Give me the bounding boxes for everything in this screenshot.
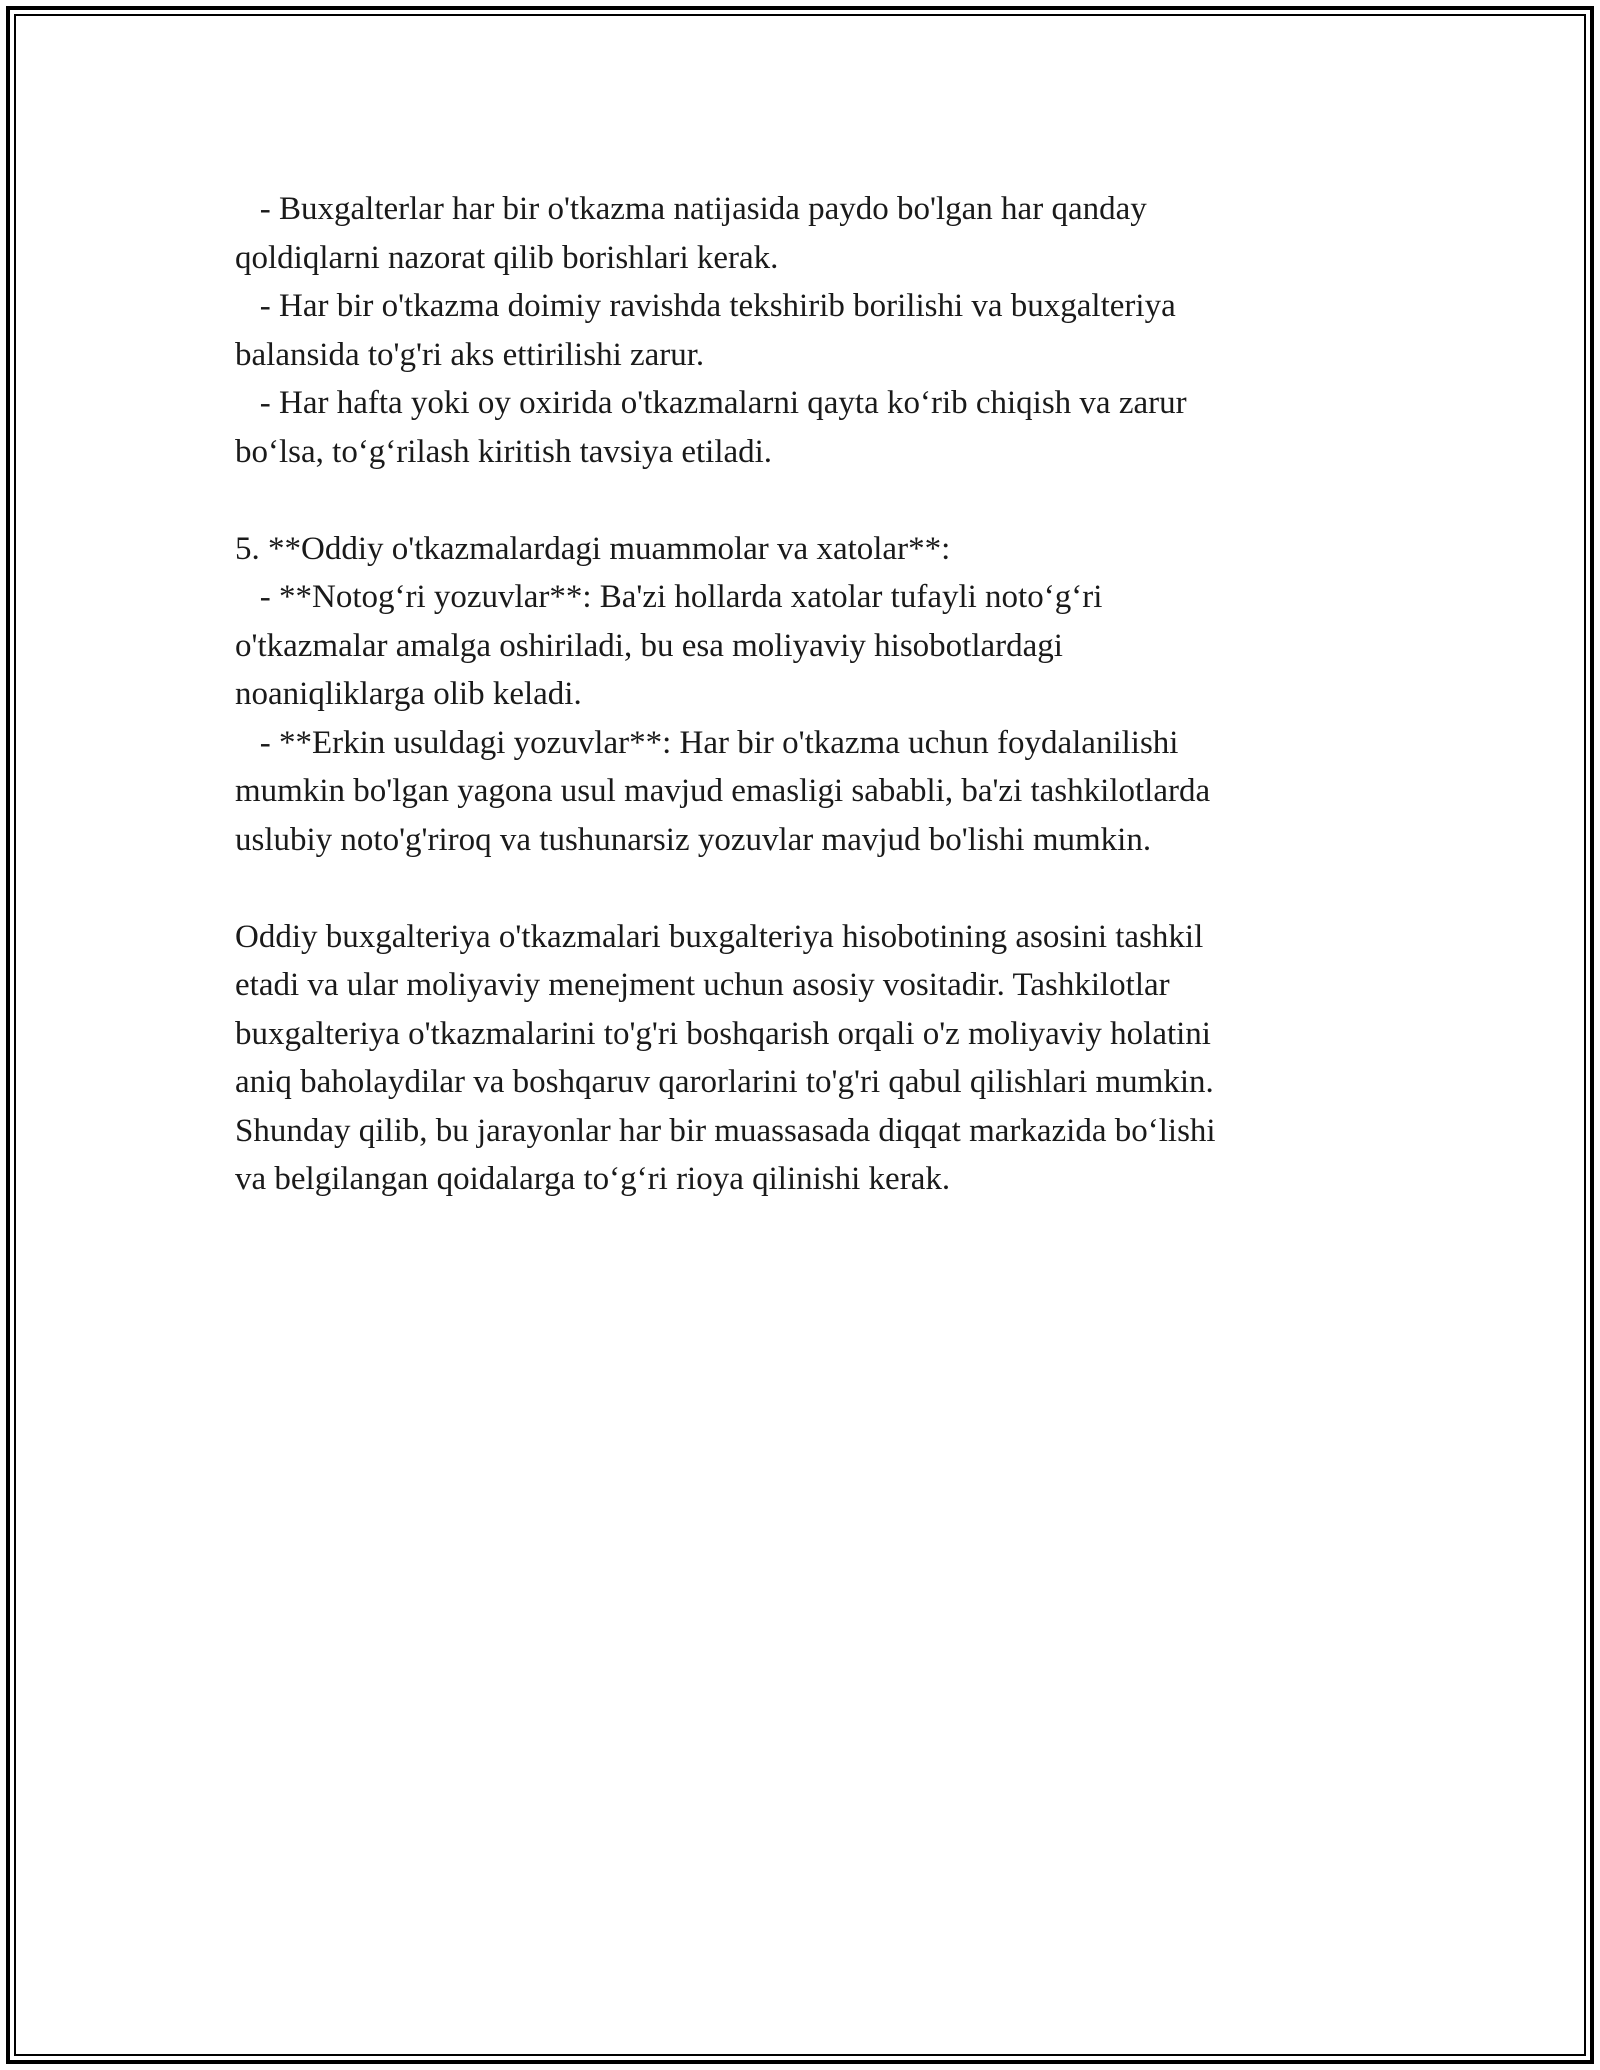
paragraph-spacer xyxy=(235,476,1355,525)
section-5-problems-and-errors xyxy=(235,525,1355,865)
paragraph-spacer xyxy=(235,864,1355,913)
text-line: o'tkazmalar amalga oshiriladi, bu esa moliyaviy hisobotlardagi xyxy=(235,627,1063,664)
text-line: Oddiy buxgalteriya o'tkazmalari buxgalteriya hisobotining asosini tashkil xyxy=(235,918,1204,955)
document-body xyxy=(235,185,1355,1204)
text-line: qoldiqlarni nazorat qilib borishlari kerak. xyxy=(235,239,779,276)
text-line: aniq baholaydilar va boshqaruv qarorlarini to'g'ri qabul qilishlari mumkin. xyxy=(235,1064,1214,1100)
text-line: balansida to'g'ri aks ettirilishi zarur. xyxy=(235,336,705,373)
section-heading: 5. **Oddiy o'tkazmalardagi muammolar va xatolar**: xyxy=(235,530,951,567)
text-line: mumkin bo'lgan yagona usul mavjud emasligi sababli, ba'zi tashkilotlarda xyxy=(235,773,1211,809)
paragraph-conclusion xyxy=(235,913,1355,1204)
text-line: - Buxgalterlar har bir o'tkazma natijasida paydo bo'lgan har qanday xyxy=(235,191,1147,227)
text-line: buxgalteriya o'tkazmalarini to'g'ri boshqarish orqali o'z moliyaviy holatini xyxy=(235,1015,1211,1052)
text-line: noaniqliklarga olib keladi. xyxy=(235,676,582,712)
text-line: uslubiy noto'g'riroq va tushunarsiz yozuvlar mavjud bo'lishi mumkin. xyxy=(235,821,1152,858)
text-line: - Har hafta yoki oy oxirida o'tkazmalarni qayta ko‘rib chiqish va zarur xyxy=(235,385,1187,421)
text-line: - **Erkin usuldagi yozuvlar**: Har bir o'tkazma uchun foydalanilishi xyxy=(235,724,1179,761)
paragraph-control-notes xyxy=(235,185,1355,476)
text-line: bo‘lsa, to‘g‘rilash kiritish tavsiya etiladi. xyxy=(235,433,773,470)
text-line: - Har bir o'tkazma doimiy ravishda tekshirib borilishi va buxgalteriya xyxy=(235,288,1176,324)
text-line: etadi va ular moliyaviy menejment uchun asosiy vositadir. Tashkilotlar xyxy=(235,967,1170,1003)
text-line: va belgilangan qoidalarga to‘g‘ri rioya qilinishi kerak. xyxy=(235,1161,951,1197)
text-line: Shunday qilib, bu jarayonlar har bir muassasada diqqat markazida bo‘lishi xyxy=(235,1112,1216,1149)
text-line: - **Notog‘ri yozuvlar**: Ba'zi hollarda xatolar tufayli noto‘g‘ri xyxy=(235,579,1103,615)
